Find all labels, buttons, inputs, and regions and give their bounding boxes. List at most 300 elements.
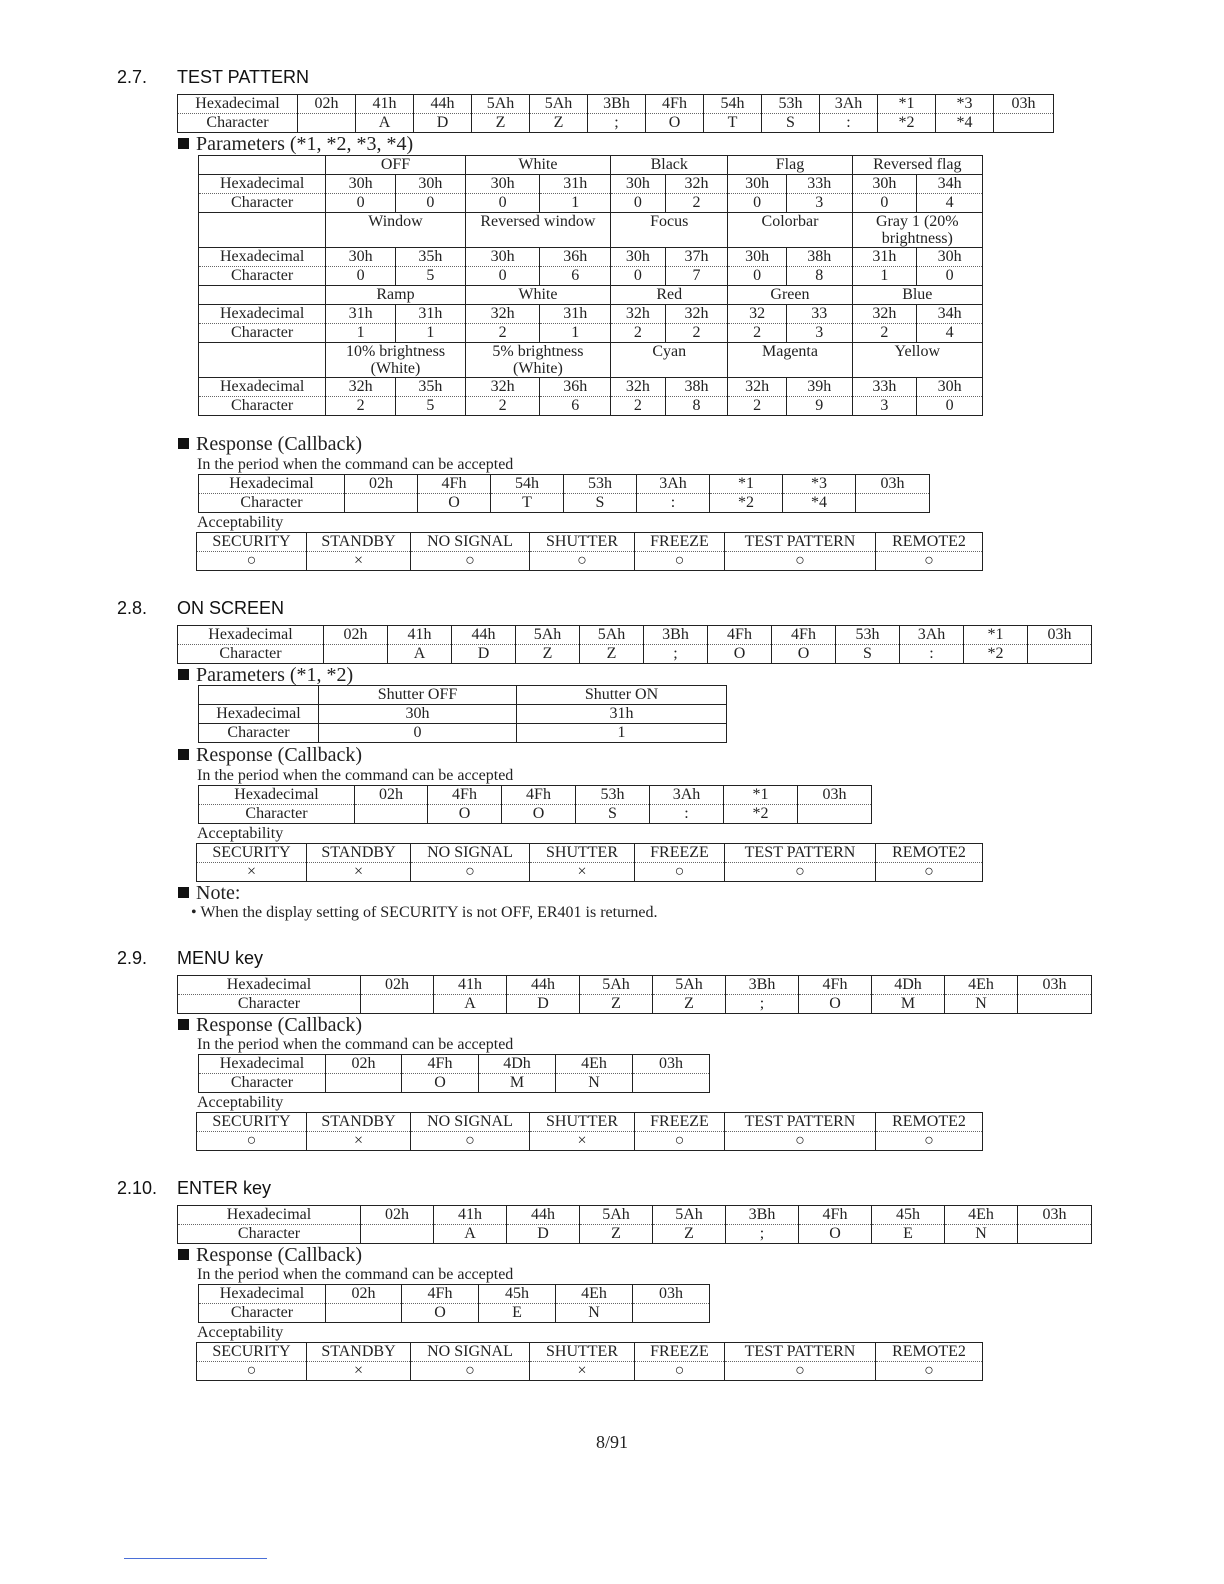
character-row bbox=[199, 194, 983, 213]
bullet-square-icon bbox=[178, 138, 189, 149]
acceptability-header-row bbox=[197, 533, 983, 552]
acceptability-value-row bbox=[197, 1132, 983, 1151]
hex-cell: 30h bbox=[611, 248, 666, 267]
hex-cell: 4Fh bbox=[402, 1285, 479, 1304]
hex-cell: 32 bbox=[728, 305, 787, 324]
acceptability-mark: ○ bbox=[197, 552, 307, 571]
section-number: 2.10. bbox=[117, 1178, 158, 1198]
character-cell: O bbox=[646, 114, 704, 133]
character-cell bbox=[856, 494, 930, 513]
acceptability-header: TEST PATTERN bbox=[725, 844, 876, 863]
character-cell: 2 bbox=[465, 324, 540, 343]
character-cell: : bbox=[900, 645, 964, 664]
row-label: Hexadecimal bbox=[199, 305, 326, 324]
hex-cell: 5Ah bbox=[580, 626, 644, 645]
acceptability-header: TEST PATTERN bbox=[725, 533, 876, 552]
character-cell bbox=[1028, 645, 1092, 664]
acceptability-mark: ○ bbox=[725, 863, 876, 882]
row-label: Hexadecimal bbox=[199, 786, 355, 805]
acceptability-header: FREEZE bbox=[635, 844, 725, 863]
hex-cell: 5Ah bbox=[516, 626, 580, 645]
hex-cell: 3Bh bbox=[726, 1206, 799, 1225]
pattern-name: Flag bbox=[728, 156, 852, 175]
character-cell bbox=[798, 805, 872, 824]
hex-cell: 32h bbox=[665, 305, 728, 324]
hex-cell: 33 bbox=[786, 305, 852, 324]
character-cell: 3 bbox=[786, 194, 852, 213]
hex-cell: 4Fh bbox=[708, 626, 772, 645]
hex-cell: 4Fh bbox=[502, 786, 576, 805]
character-cell: 0 bbox=[611, 267, 666, 286]
hex-cell: 3Ah bbox=[650, 786, 724, 805]
response-table-menu-key bbox=[198, 1054, 710, 1093]
character-cell: *2 bbox=[724, 805, 798, 824]
character-row bbox=[199, 724, 727, 743]
parameters-table-on-screen bbox=[198, 685, 727, 743]
character-cell: 1 bbox=[395, 324, 465, 343]
acceptability-mark: × bbox=[530, 863, 635, 882]
pattern-name: Cyan bbox=[611, 343, 728, 378]
acceptability-mark: ○ bbox=[530, 552, 635, 571]
hex-cell: *1 bbox=[878, 95, 936, 114]
section-title: MENU key bbox=[177, 948, 264, 968]
hex-cell: 02h bbox=[298, 95, 356, 114]
character-cell: 3 bbox=[786, 324, 852, 343]
character-cell: T bbox=[704, 114, 762, 133]
pattern-name: White bbox=[465, 286, 610, 305]
row-label: Character bbox=[199, 324, 326, 343]
character-cell bbox=[326, 1304, 402, 1323]
character-cell: : bbox=[820, 114, 878, 133]
character-cell: S bbox=[564, 494, 637, 513]
hex-cell: 30h bbox=[395, 175, 465, 194]
character-cell: 2 bbox=[611, 397, 666, 416]
hex-cell: 32h bbox=[465, 305, 540, 324]
hex-cell: 30h bbox=[465, 175, 540, 194]
hex-row bbox=[199, 175, 983, 194]
character-cell bbox=[633, 1074, 710, 1093]
hex-cell: 30h bbox=[326, 248, 396, 267]
hex-cell: 4Fh bbox=[646, 95, 704, 114]
character-row bbox=[199, 805, 872, 824]
section-title: ON SCREEN bbox=[177, 598, 285, 618]
acceptability-table-enter-key bbox=[196, 1342, 983, 1381]
hex-cell: 03h bbox=[1018, 1206, 1092, 1225]
acceptability-header: FREEZE bbox=[635, 1113, 725, 1132]
hex-cell: *1 bbox=[724, 786, 798, 805]
hex-cell: 3Ah bbox=[637, 475, 710, 494]
pattern-name-row bbox=[199, 213, 983, 248]
hex-cell: 53h bbox=[576, 786, 650, 805]
acceptability-header: REMOTE2 bbox=[876, 844, 983, 863]
character-row bbox=[199, 1304, 710, 1323]
hex-cell: 41h bbox=[388, 626, 452, 645]
row-label: Character bbox=[199, 267, 326, 286]
hex-cell: 37h bbox=[665, 248, 728, 267]
character-cell: O bbox=[799, 1225, 872, 1244]
character-cell: S bbox=[762, 114, 820, 133]
hex-cell: 5Ah bbox=[472, 95, 530, 114]
acceptability-header: NO SIGNAL bbox=[411, 1343, 530, 1362]
hex-cell: 03h bbox=[1028, 626, 1092, 645]
acceptability-header: NO SIGNAL bbox=[411, 1113, 530, 1132]
hex-cell: 4Dh bbox=[479, 1055, 556, 1074]
bullet-square-icon bbox=[178, 669, 189, 680]
character-cell: 2 bbox=[728, 324, 787, 343]
pattern-name: Gray 1 (20% brightness) bbox=[852, 213, 982, 248]
bullet-square-icon bbox=[178, 887, 189, 898]
hex-cell: 32h bbox=[465, 378, 540, 397]
setting-name-row bbox=[199, 686, 727, 705]
row-label: Character bbox=[178, 114, 298, 133]
hex-cell: 32h bbox=[611, 305, 666, 324]
row-label: Hexadecimal bbox=[178, 976, 361, 995]
character-cell bbox=[326, 1074, 402, 1093]
acceptability-mark: ○ bbox=[197, 1362, 307, 1381]
acceptability-mark: ○ bbox=[635, 552, 725, 571]
period-text: In the period when the command can be accepted bbox=[197, 456, 514, 473]
character-cell: 2 bbox=[611, 324, 666, 343]
hex-row bbox=[199, 1055, 710, 1074]
character-cell: Z bbox=[580, 1225, 653, 1244]
character-cell: 2 bbox=[326, 397, 396, 416]
hex-row bbox=[199, 305, 983, 324]
acceptability-table-on-screen bbox=[196, 843, 983, 882]
command-table-menu-key bbox=[177, 975, 1092, 1014]
hex-cell: 44h bbox=[507, 1206, 580, 1225]
row-label: Hexadecimal bbox=[199, 705, 319, 724]
acceptability-mark: ○ bbox=[635, 1132, 725, 1151]
hex-cell: 3Bh bbox=[644, 626, 708, 645]
character-cell: D bbox=[507, 995, 580, 1014]
character-cell: 1 bbox=[852, 267, 917, 286]
character-row bbox=[178, 1225, 1092, 1244]
hex-cell: 31h bbox=[540, 175, 611, 194]
acceptability-mark: × bbox=[307, 863, 411, 882]
acceptability-label: Acceptability bbox=[197, 514, 284, 531]
hex-cell: 30h bbox=[611, 175, 666, 194]
acceptability-header: STANDBY bbox=[307, 1343, 411, 1362]
character-cell: D bbox=[414, 114, 472, 133]
acceptability-mark: × bbox=[530, 1132, 635, 1151]
hex-cell: 35h bbox=[395, 248, 465, 267]
hex-cell: 53h bbox=[762, 95, 820, 114]
hex-cell: 3Ah bbox=[820, 95, 878, 114]
hex-cell: 34h bbox=[917, 175, 983, 194]
character-cell: 1 bbox=[326, 324, 396, 343]
pattern-name: 10% brightness (White) bbox=[326, 343, 465, 378]
character-cell: 0 bbox=[917, 267, 983, 286]
row-label: Character bbox=[199, 397, 326, 416]
character-cell: M bbox=[872, 995, 945, 1014]
hex-cell: 38h bbox=[786, 248, 852, 267]
setting-name: Shutter OFF bbox=[319, 686, 517, 705]
acceptability-mark: ○ bbox=[725, 1362, 876, 1381]
hex-cell: 03h bbox=[798, 786, 872, 805]
hex-cell: 30h bbox=[852, 175, 917, 194]
acceptability-header: FREEZE bbox=[635, 533, 725, 552]
character-cell: 0 bbox=[326, 267, 396, 286]
row-label: Character bbox=[199, 494, 345, 513]
hex-row bbox=[199, 786, 872, 805]
section-title: ENTER key bbox=[177, 1178, 272, 1198]
hex-cell: 38h bbox=[665, 378, 728, 397]
character-cell: 4 bbox=[917, 194, 983, 213]
row-label: Hexadecimal bbox=[199, 378, 326, 397]
hex-row bbox=[178, 95, 1054, 114]
hex-cell: 4Fh bbox=[772, 626, 836, 645]
acceptability-mark: × bbox=[197, 863, 307, 882]
character-cell bbox=[1018, 995, 1092, 1014]
acceptability-header: SHUTTER bbox=[530, 1113, 635, 1132]
hex-cell: 4Eh bbox=[556, 1055, 633, 1074]
character-cell: Z bbox=[653, 995, 726, 1014]
acceptability-header: NO SIGNAL bbox=[411, 844, 530, 863]
acceptability-mark: ○ bbox=[876, 863, 983, 882]
row-label: Character bbox=[199, 1304, 326, 1323]
acceptability-mark: ○ bbox=[411, 552, 530, 571]
pattern-name: 5% brightness (White) bbox=[465, 343, 610, 378]
command-table-enter-key bbox=[177, 1205, 1092, 1244]
acceptability-value-row bbox=[197, 863, 983, 882]
character-cell: A bbox=[434, 995, 507, 1014]
character-row bbox=[199, 324, 983, 343]
row-label: Hexadecimal bbox=[199, 248, 326, 267]
row-label: Character bbox=[199, 724, 319, 743]
section-title: TEST PATTERN bbox=[177, 67, 310, 87]
character-cell: 3 bbox=[852, 397, 917, 416]
row-label: Hexadecimal bbox=[199, 175, 326, 194]
section-heading-2-7 bbox=[117, 67, 309, 88]
character-cell: O bbox=[418, 494, 491, 513]
character-cell: N bbox=[945, 995, 1018, 1014]
character-cell: 0 bbox=[611, 194, 666, 213]
section-number: 2.9. bbox=[117, 948, 148, 968]
hex-cell: 33h bbox=[852, 378, 917, 397]
character-cell: 6 bbox=[540, 397, 611, 416]
blank-cell bbox=[199, 156, 326, 175]
character-cell: S bbox=[576, 805, 650, 824]
section-number: 2.8. bbox=[117, 598, 148, 618]
row-label: Character bbox=[178, 995, 361, 1014]
acceptability-label: Acceptability bbox=[197, 1324, 284, 1341]
pattern-name: Green bbox=[728, 286, 852, 305]
blank-cell bbox=[199, 213, 326, 248]
hex-cell: 45h bbox=[872, 1206, 945, 1225]
hex-cell: 41h bbox=[434, 1206, 507, 1225]
hex-cell: *3 bbox=[936, 95, 994, 114]
hex-cell: 30h bbox=[465, 248, 540, 267]
acceptability-header: REMOTE2 bbox=[876, 1113, 983, 1132]
response-table-test-pattern bbox=[198, 474, 930, 513]
hex-cell: 4Fh bbox=[428, 786, 502, 805]
hex-cell: 5Ah bbox=[580, 976, 653, 995]
bullet-square-icon bbox=[178, 438, 189, 449]
pattern-name: Focus bbox=[611, 213, 728, 248]
character-cell: 6 bbox=[540, 267, 611, 286]
response-heading-2-7: Response (Callback) bbox=[178, 433, 362, 455]
character-cell: O bbox=[708, 645, 772, 664]
response-heading-2-8: Response (Callback) bbox=[178, 744, 362, 766]
acceptability-value-row bbox=[197, 1362, 983, 1381]
section-heading-2-8 bbox=[117, 598, 284, 619]
hex-row bbox=[199, 378, 983, 397]
hex-cell: 36h bbox=[540, 378, 611, 397]
character-cell: 0 bbox=[465, 194, 540, 213]
acceptability-label: Acceptability bbox=[197, 1094, 284, 1111]
blank-cell bbox=[199, 686, 319, 705]
note-text: • When the display setting of SECURITY is not OFF, ER401 is returned. bbox=[191, 904, 658, 921]
character-cell: 2 bbox=[665, 324, 728, 343]
acceptability-header: REMOTE2 bbox=[876, 533, 983, 552]
character-row bbox=[178, 645, 1092, 664]
acceptability-table-test-pattern bbox=[196, 532, 983, 571]
character-cell: 5 bbox=[395, 397, 465, 416]
parameters-table-test-pattern bbox=[198, 155, 983, 416]
hex-cell: 02h bbox=[361, 1206, 434, 1225]
row-label: Character bbox=[178, 1225, 361, 1244]
hex-cell: 3Bh bbox=[588, 95, 646, 114]
acceptability-mark: ○ bbox=[876, 1132, 983, 1151]
acceptability-header: SECURITY bbox=[197, 844, 307, 863]
pattern-name: Reversed window bbox=[465, 213, 610, 248]
acceptability-header: SHUTTER bbox=[530, 533, 635, 552]
character-cell: Z bbox=[530, 114, 588, 133]
character-cell: 0 bbox=[852, 194, 917, 213]
hex-cell: 5Ah bbox=[530, 95, 588, 114]
hex-cell: 5Ah bbox=[653, 1206, 726, 1225]
hex-cell: 54h bbox=[704, 95, 762, 114]
character-cell: ; bbox=[726, 1225, 799, 1244]
character-cell: 5 bbox=[395, 267, 465, 286]
hex-cell: 30h bbox=[728, 175, 787, 194]
hex-row bbox=[199, 475, 930, 494]
hex-cell: 54h bbox=[491, 475, 564, 494]
hex-cell: 31h bbox=[395, 305, 465, 324]
row-label: Hexadecimal bbox=[199, 1285, 326, 1304]
hex-cell: 03h bbox=[1018, 976, 1092, 995]
pattern-name-row bbox=[199, 156, 983, 175]
hex-cell: 03h bbox=[994, 95, 1054, 114]
hex-cell: 4Eh bbox=[945, 1206, 1018, 1225]
character-cell: O bbox=[428, 805, 502, 824]
bullet-square-icon bbox=[178, 1019, 189, 1030]
acceptability-header: STANDBY bbox=[307, 533, 411, 552]
row-label: Character bbox=[178, 645, 324, 664]
hex-cell: 31h bbox=[852, 248, 917, 267]
blank-cell bbox=[199, 343, 326, 378]
character-cell: 7 bbox=[665, 267, 728, 286]
acceptability-header: FREEZE bbox=[635, 1343, 725, 1362]
hex-cell: 34h bbox=[917, 305, 983, 324]
period-text: In the period when the command can be accepted bbox=[197, 1266, 514, 1283]
acceptability-header-row bbox=[197, 844, 983, 863]
character-cell: T bbox=[491, 494, 564, 513]
character-cell: 9 bbox=[786, 397, 852, 416]
acceptability-label: Acceptability bbox=[197, 825, 284, 842]
acceptability-header: SECURITY bbox=[197, 1343, 307, 1362]
acceptability-mark: ○ bbox=[411, 863, 530, 882]
character-cell: : bbox=[637, 494, 710, 513]
acceptability-header: REMOTE2 bbox=[876, 1343, 983, 1362]
acceptability-mark: × bbox=[307, 552, 411, 571]
acceptability-header: SHUTTER bbox=[530, 844, 635, 863]
character-cell: 8 bbox=[665, 397, 728, 416]
character-cell: : bbox=[650, 805, 724, 824]
character-cell: ; bbox=[644, 645, 708, 664]
acceptability-header: SECURITY bbox=[197, 1113, 307, 1132]
pattern-name: Black bbox=[611, 156, 728, 175]
character-cell: Z bbox=[653, 1225, 726, 1244]
row-label: Hexadecimal bbox=[178, 95, 298, 114]
character-cell bbox=[355, 805, 428, 824]
character-cell: 0 bbox=[917, 397, 983, 416]
pattern-name: Reversed flag bbox=[852, 156, 982, 175]
character-cell: 0 bbox=[728, 194, 787, 213]
character-cell bbox=[361, 1225, 434, 1244]
acceptability-header: STANDBY bbox=[307, 1113, 411, 1132]
hex-cell: 32h bbox=[852, 305, 917, 324]
pattern-name: Ramp bbox=[326, 286, 465, 305]
hex-cell: 32h bbox=[728, 378, 787, 397]
period-text: In the period when the command can be accepted bbox=[197, 767, 514, 784]
hex-cell: 32h bbox=[665, 175, 728, 194]
command-table-test-pattern bbox=[177, 94, 1054, 133]
hex-cell: 4Fh bbox=[402, 1055, 479, 1074]
character-cell: N bbox=[556, 1074, 633, 1093]
character-cell: A bbox=[434, 1225, 507, 1244]
acceptability-mark: × bbox=[307, 1362, 411, 1381]
response-heading-2-10: Response (Callback) bbox=[178, 1244, 362, 1266]
character-cell: *2 bbox=[710, 494, 783, 513]
acceptability-value-row bbox=[197, 552, 983, 571]
hex-cell: 3Bh bbox=[726, 976, 799, 995]
hex-row bbox=[178, 1206, 1092, 1225]
character-cell: 4 bbox=[917, 324, 983, 343]
hex-cell: 36h bbox=[540, 248, 611, 267]
acceptability-header: NO SIGNAL bbox=[411, 533, 530, 552]
character-cell bbox=[633, 1304, 710, 1323]
pattern-name: Window bbox=[326, 213, 465, 248]
character-cell: 0 bbox=[326, 194, 396, 213]
hex-cell: 39h bbox=[786, 378, 852, 397]
acceptability-mark: × bbox=[307, 1132, 411, 1151]
period-text: In the period when the command can be accepted bbox=[197, 1036, 514, 1053]
character-cell: ; bbox=[588, 114, 646, 133]
hex-cell: 03h bbox=[856, 475, 930, 494]
acceptability-mark: ○ bbox=[876, 1362, 983, 1381]
hex-cell: 30h bbox=[728, 248, 787, 267]
character-cell: 0 bbox=[728, 267, 787, 286]
row-label: Character bbox=[199, 805, 355, 824]
section-heading-2-9 bbox=[117, 948, 263, 969]
hex-row bbox=[199, 705, 727, 724]
hex-cell: 53h bbox=[564, 475, 637, 494]
character-cell: 8 bbox=[786, 267, 852, 286]
response-heading-2-9: Response (Callback) bbox=[178, 1014, 362, 1036]
setting-name: Shutter ON bbox=[517, 686, 727, 705]
row-label: Character bbox=[199, 194, 326, 213]
acceptability-mark: ○ bbox=[411, 1132, 530, 1151]
hex-cell: 30h bbox=[326, 175, 396, 194]
character-cell: O bbox=[772, 645, 836, 664]
pattern-name: Magenta bbox=[728, 343, 852, 378]
character-row bbox=[199, 397, 983, 416]
hex-cell: 33h bbox=[786, 175, 852, 194]
character-row bbox=[178, 114, 1054, 133]
hex-cell: 31h bbox=[540, 305, 611, 324]
hex-cell: 30h bbox=[917, 378, 983, 397]
